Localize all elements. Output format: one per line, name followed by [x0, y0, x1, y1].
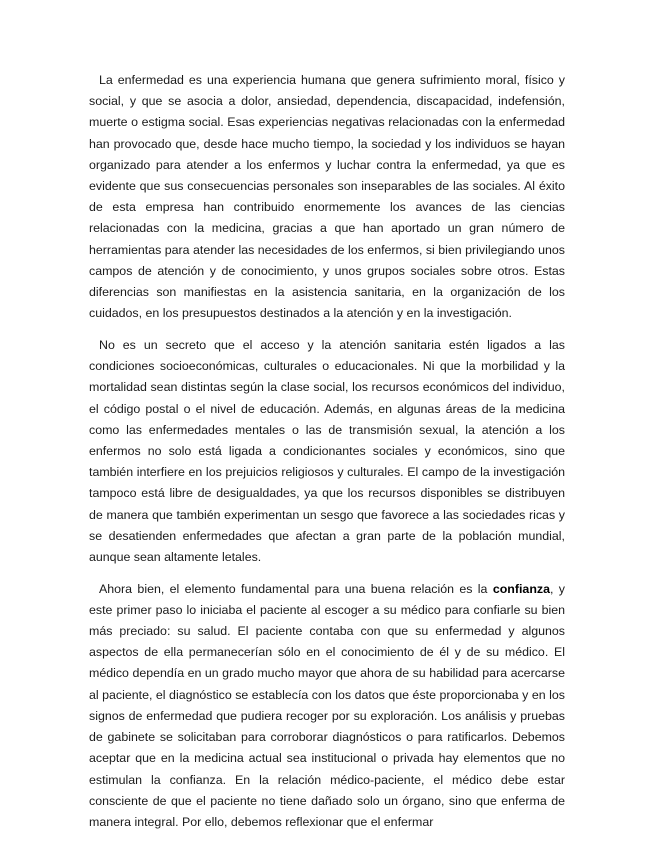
emphasis-keyword: confianza — [492, 581, 550, 596]
paragraph-text: Ahora bien, el elemento fundamental para una buena relación es la — [99, 581, 493, 596]
document-page — [89, 70, 565, 844]
paragraph-3 — [89, 579, 565, 833]
paragraph-text: La enfermedad es una experiencia humana que genera sufrimiento moral, físico y social, y que se asocia a dolor, ansiedad, dependencia, discapacidad, indefensión, muerte o estigma social. Esas experiencias negativas relacionadas con la enfermedad han provocado que, desde hace mucho tiempo, la sociedad y los individuos se hayan organizado para atender a los enfermos y luchar contra la enfermedad, ya que es evidente que sus consecuencias personales son inseparables de las sociales. Al éxito de esta empresa han contribuido enormemente los avances de las ciencias relacionadas con la medicina, gracias a que han aportado un gran número de herramientas para atender las necesidades de los enfermos, si bien privilegiando unos campos de atención y de conocimiento, y unos grupos sociales sobre otros. Estas diferencias son manifiestas en la asistencia sanitaria, en la organización de los cuidados, en los presupuestos destinados a la atención y en la investigación. — [89, 73, 565, 321]
paragraph-text: , y este primer paso lo iniciaba el paciente al escoger a su médico para confiarle su bien más preciado: su salud. El paciente contaba con que su enfermedad y algunos aspectos de ella permanecerían sólo en el conocimiento de él y de su médico. El médico dependía en un grado mucho mayor que ahora de su habilidad para acercarse al paciente, el diagnóstico se establecía con los datos que éste proporcionaba y en los signos de enfermedad que pudiera recoger por su exploración. Los análisis y pruebas de gabinete se solicitaban para corroborar diagnósticos o para ratificarlos. Debemos aceptar que en la medicina actual sea institucional o privada hay elementos que no estimulan la confianza. En la relación médico-paciente, el médico debe estar consciente de que el paciente no tiene dañado solo un órgano, sino que enferma de manera integral. Por ello, debemos reflexionar que el enfermar — [89, 581, 565, 829]
paragraph-2 — [89, 335, 565, 568]
paragraph-text: No es un secreto que el acceso y la atención sanitaria estén ligados a las condiciones socioeconómicas, culturales o educacionales. Ni que la morbilidad y la mortalidad sean distintas según la clase social, los recursos económicos del individuo, el código postal o el nivel de educación. Además, en algunas áreas de la medicina como las enfermedades mentales o las de transmisión sexual, la atención a los enfermos no solo está ligada a condicionantes sociales y económicos, sino que también interfiere en los prejuicios religiosos y culturales. El campo de la investigación tampoco está libre de desigualdades, ya que los recursos disponibles se distribuyen de manera que también experimentan un sesgo que favorece a las sociedades ricas y se desatienden enfermedades que afectan a gran parte de la población mundial, aunque sean altamente letales. — [89, 337, 565, 564]
paragraph-1 — [89, 70, 565, 324]
